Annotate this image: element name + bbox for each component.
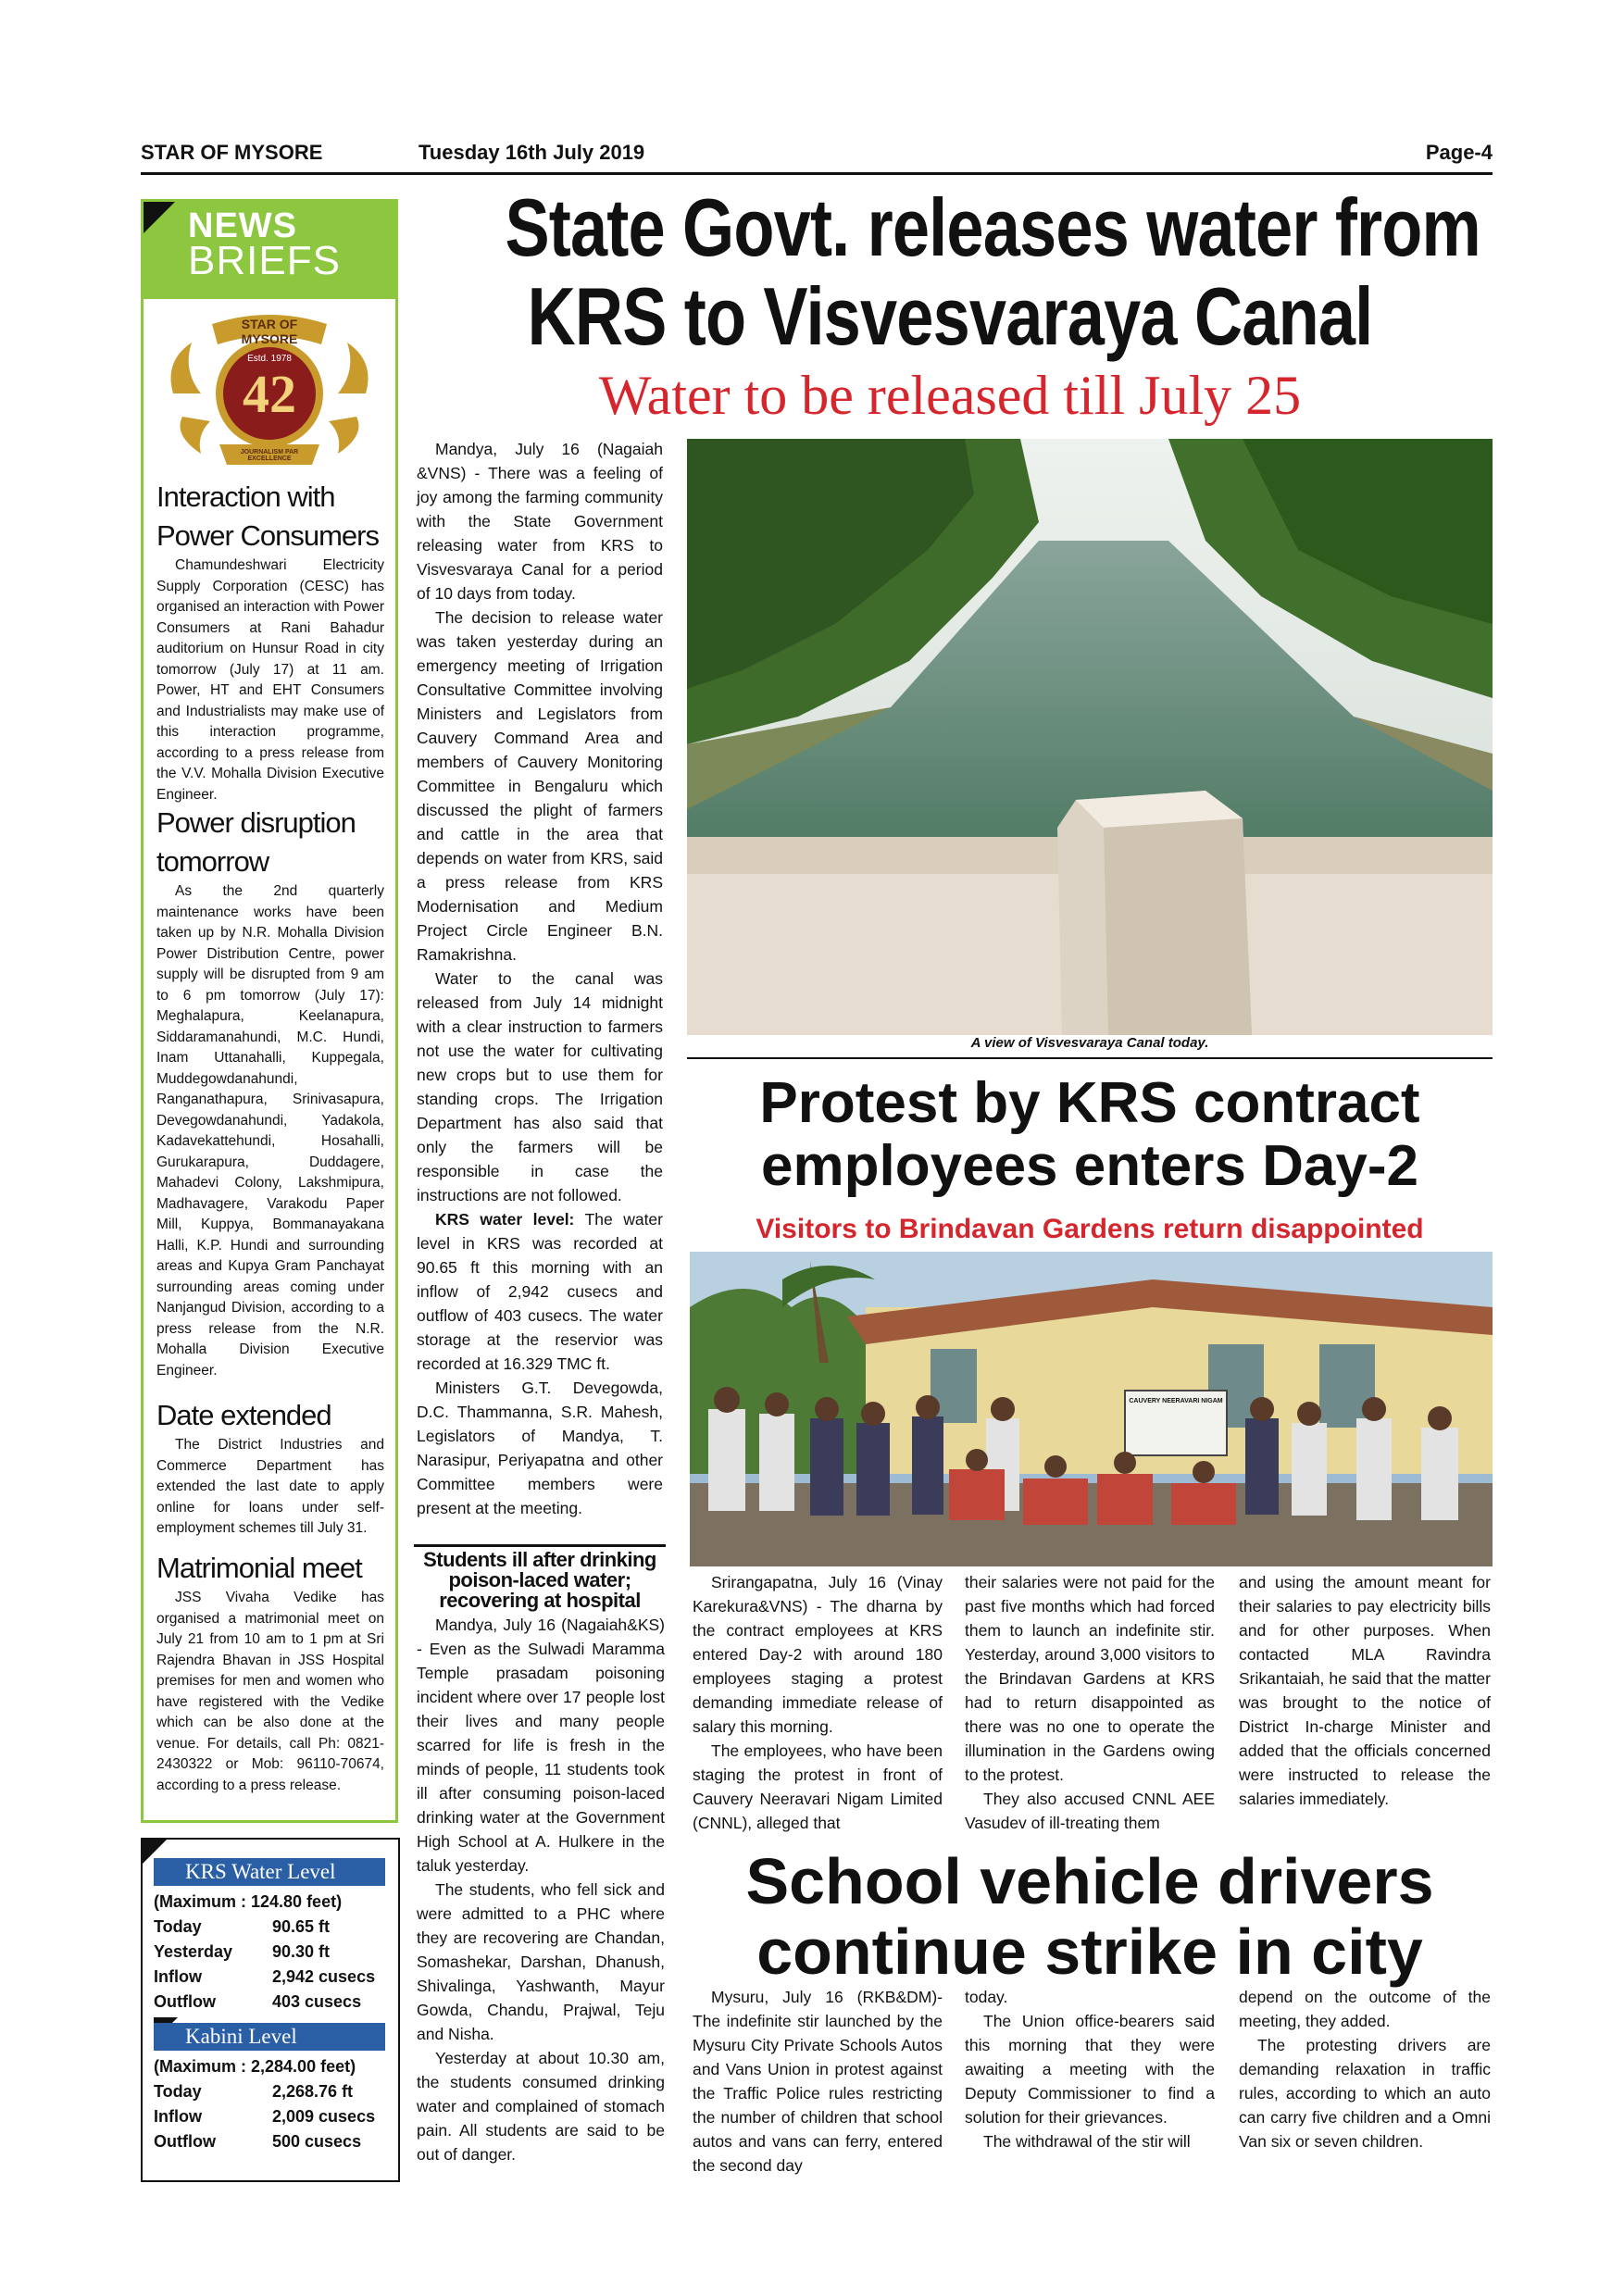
article-paragraph: The Union office-bearers said this morning that they were awaiting a meeting with the Deputy Commissioner to find a solution for their grievances. <box>965 2012 1215 2127</box>
briefs-title: BRIEFS <box>188 238 341 283</box>
brief-power-disruption <box>156 804 384 1381</box>
article-paragraph: The withdrawal of the stir will <box>983 2132 1191 2151</box>
school-headline <box>687 1846 1493 1987</box>
masthead <box>141 141 1493 175</box>
brief-heading: Power disruption <box>156 806 356 839</box>
protest-column-3 <box>1239 1570 1491 1811</box>
article-paragraph: Mysuru, July 16 (RKB&DM)- The indefinite stir launched by the Mysuru City Private Schools Autos and Vans Union in protest against the Traffic Police rules restricting the number of children that school autos and vans can ferry, entered the second day <box>693 1988 943 2175</box>
school-column-2 <box>965 1985 1215 2153</box>
protest-subhead: Visitors to Brindavan Gardens return disappointed <box>756 1214 1424 1244</box>
brief-text: JSS Vivaha Vedike has organised a matrimonial meet on July 21 from 10 am to 1 pm at Sri Rajendra Bhavan in JSS Hospital premises for men and women who have registered with the Vedike which can be also done at the venue. For details, call Ph: 0821-2430322 or Mob: 96110-70674, according to a press release. <box>156 1590 384 1793</box>
news-briefs-sidebar <box>141 199 398 1823</box>
article-paragraph: today. <box>965 1988 1008 2006</box>
students-headline <box>414 1550 666 1611</box>
article-paragraph: They also accused CNNL AEE Vasudev of ill-treating them <box>965 1790 1215 1832</box>
article-paragraph: The students, who fell sick and were admitted to a PHC where they are recovering are Chandan, Somashekar, Darshan, Dhanush, Shivalinga, Yashwanth, Mayur Gowda, Chandu, Prajwal, Teju and Nisha. <box>417 1880 665 2043</box>
protest-column-2 <box>965 1570 1215 1835</box>
corner-marker-icon <box>144 202 175 233</box>
article-paragraph: The decision to release water was taken yesterday during an emergency meeting of Irrigation Consultative Committee involving Ministers and Legislators from Cauvery Command Area and members of Cauvery Monitoring Committee in Bengaluru which discussed the plight of farmers and cattle in the area that depends on water from KRS, said a press release from KRS Modernisation and Medium Project Circle Engineer B.N. Ramakrishna. <box>417 608 663 964</box>
lead-subhead: Water to be released till July 25 <box>598 365 1302 426</box>
school-column-1 <box>693 1985 943 2177</box>
students-headline-line: recovering at hospital <box>439 1589 641 1612</box>
krs-level-title: KRS Water Level <box>154 1858 385 1886</box>
brief-matrimonial-meet <box>156 1549 384 1796</box>
article-paragraph: Mandya, July 16 (Nagaiah&KS) - Even as the Sulwadi Maramma Temple prasadam poisoning incident where over 17 people lost their lives and many people scarred for life is fresh in the minds of people, 11 students took ill after consuming poison-laced drinking water at the Government High School at A. Hulkere in the taluk yesterday. <box>417 1616 665 1875</box>
article-paragraph: Mandya, July 16 (Nagaiah &VNS) - There was a feeling of joy among the farming community with the State Government releasing water from KRS to Visvesvaraya Canal for a period of 10 days from today. <box>417 440 663 603</box>
divider <box>414 1544 666 1547</box>
students-headline-line: poison-laced water; <box>448 1568 631 1591</box>
brief-heading: Power Consumers <box>156 519 379 552</box>
logo-number: 42 <box>243 364 296 424</box>
news-briefs-header <box>144 202 395 299</box>
logo-estd: Estd. 1978 <box>247 354 292 364</box>
brief-power-consumers <box>156 478 384 805</box>
anniversary-logo <box>155 306 384 477</box>
protest-headline-line2: employees enters Day-2 <box>761 1134 1418 1198</box>
lead-article-body <box>417 437 663 1520</box>
issue-date: Tuesday 16th July 2019 <box>418 141 645 164</box>
protest-column-1 <box>693 1570 943 1835</box>
brief-heading: Interaction with <box>156 480 335 513</box>
article-paragraph: their salaries were not paid for the past five months which had forced them to launch an indefinite stir. Yesterday, around 3,000 visitors to the Brindavan Gardens at KRS had to return disappointed as there was no one to operate the illumination in the Gardens owing to the protest. <box>965 1573 1215 1784</box>
article-label: KRS water level: <box>435 1210 575 1229</box>
article-paragraph: KRS water level: The water level in KRS was recorded at 90.65 ft this morning with an inflow of 2,942 cusecs and outflow of 403 cusecs. The water storage at the reservior was recorded at 16.329 TMC ft. <box>417 1210 663 1373</box>
brief-heading: tomorrow <box>156 845 269 878</box>
school-headline-line2: continue strike in city <box>756 1915 1423 1988</box>
lead-headline-line2: KRS to Visvesvaraya Canal <box>527 270 1373 362</box>
protest-photo <box>690 1252 1493 1566</box>
article-paragraph: Srirangapatna, July 16 (Vinay Karekura&VNS) - The dharna by the contract employees at KRS entered Day-2 with around 180 employees staging a protest demanding immediate release of salary this morning. <box>693 1573 943 1736</box>
school-column-3 <box>1239 1985 1491 2153</box>
logo-top-text: STAR OF MYSORE <box>241 317 298 346</box>
students-headline-line: Students ill after drinking <box>423 1548 656 1571</box>
article-paragraph: and using the amount meant for their salaries to pay electricity bills and for other purposes. When contacted MLA Ravindra Srikantaiah, he said that the matter was brought to the notice of District In-charge Minister and added that the officials concerned were instructed to release the salaries immediately. <box>1239 1573 1491 1808</box>
logo-ribbon: JOURNALISM PAR EXCELLENCE <box>240 449 299 462</box>
canal-photo-caption: A view of Visvesvaraya Canal today. <box>970 1035 1209 1051</box>
divider <box>687 1057 1493 1059</box>
brief-text: Chamundeshwari Electricity Supply Corporation (CESC) has organised an interaction with Power Consumers at Rani Bahadur auditorium on Hunsur Road in city tomorrow (July 17) at 11 am. Power, HT and EHT Consumers and Industrialists may make use of this interaction programme, according to a press release from the V.V. Mohalla Division Executive Engineer. <box>156 557 384 803</box>
brief-heading: Date extended <box>156 1399 331 1431</box>
protest-headline <box>687 1072 1493 1198</box>
news-title: NEWS <box>188 206 297 245</box>
lead-headline-line1: State Govt. releases water from <box>505 181 1480 273</box>
school-headline-line1: School vehicle drivers <box>745 1845 1434 1917</box>
brief-text: The District Industries and Commerce Department has extended the last date to apply online for loans under self-employment schemes till July 31. <box>156 1437 384 1536</box>
canal-photo <box>687 439 1493 1035</box>
lead-headline <box>407 183 1493 361</box>
brief-heading: Matrimonial meet <box>156 1552 362 1584</box>
protest-sign-text: CAUVERY NEERAVARI NIGAM <box>1129 1398 1223 1404</box>
kabini-level-title: Kabini Level <box>154 2023 385 2051</box>
protest-headline-line1: Protest by KRS contract <box>759 1071 1420 1135</box>
page-number: Page-4 <box>1425 141 1493 164</box>
water-level-box: KRS Water Level (Maximum : 124.80 feet) Today 90.65 ft Yesterday 90.30 ft Inflow 2,942 cusecs Outflow 403 cusecs Kabini Level (Maximum : 2,284.00 feet) Today 2,268.76 ft Inflow 2,009 cusecs Outflow 500 cusecs <box>141 1838 400 2182</box>
students-article-body <box>417 1613 665 2166</box>
article-paragraph: The employees, who have been staging the protest in front of Cauvery Neeravari Nigam Limited (CNNL), alleged that <box>693 1741 943 1832</box>
article-paragraph: Yesterday at about 10.30 am, the students consumed drinking water and complained of stomach pain. All students are said to be out of danger. <box>417 2049 665 2164</box>
article-paragraph: Ministers G.T. Devegowda, D.C. Thammanna, S.R. Mahesh, Legislators of Mandya, T. Narasipur, Periyapatna and other Committee members were present at the meeting. <box>417 1379 663 1517</box>
paper-name: STAR OF MYSORE <box>141 141 323 164</box>
brief-date-extended <box>156 1396 384 1540</box>
article-paragraph: depend on the outcome of the meeting, they added. <box>1239 1988 1491 2030</box>
brief-text: As the 2nd quarterly maintenance works have been taken up by N.R. Mohalla Division Power Distribution Centre, power supply will be disrupted from 9 am to 6 pm tomorrow (July 17): Meghalapura, Keelanapura, Siddaramanahundi, M.C. Hundi, Inam Uttanahalli, Kuppegala, Muddegowdanahundi, Ranganathapura, Srinivasapura, Devegowdanahundi, Yadakola, Kadavekattehundi, Hosahalli, Gurukarapura, Duddagere, Mahadevi Colony, Lakshmipura, Madhavagere, Varakodu Paper Mill, Kuppya, Bommanayakana Halli, K.P. Hundi and surrounding areas and Kupya Gram Panchayat surrounding areas coming under Nanjangud Division, according to a press release from the N.R. Mohalla Division Executive Engineer. <box>156 883 384 1379</box>
article-paragraph: Water to the canal was released from July 14 midnight with a clear instruction to farmers not use the water for cultivating new crops but to use them for standing crops. The Irrigation Department has also said that only the farmers will be responsible in case the instructions are not followed. <box>417 969 663 1204</box>
article-paragraph: The protesting drivers are demanding relaxation in traffic rules, according to which an auto can carry five children and a Omni Van six or seven children. <box>1239 2036 1491 2151</box>
